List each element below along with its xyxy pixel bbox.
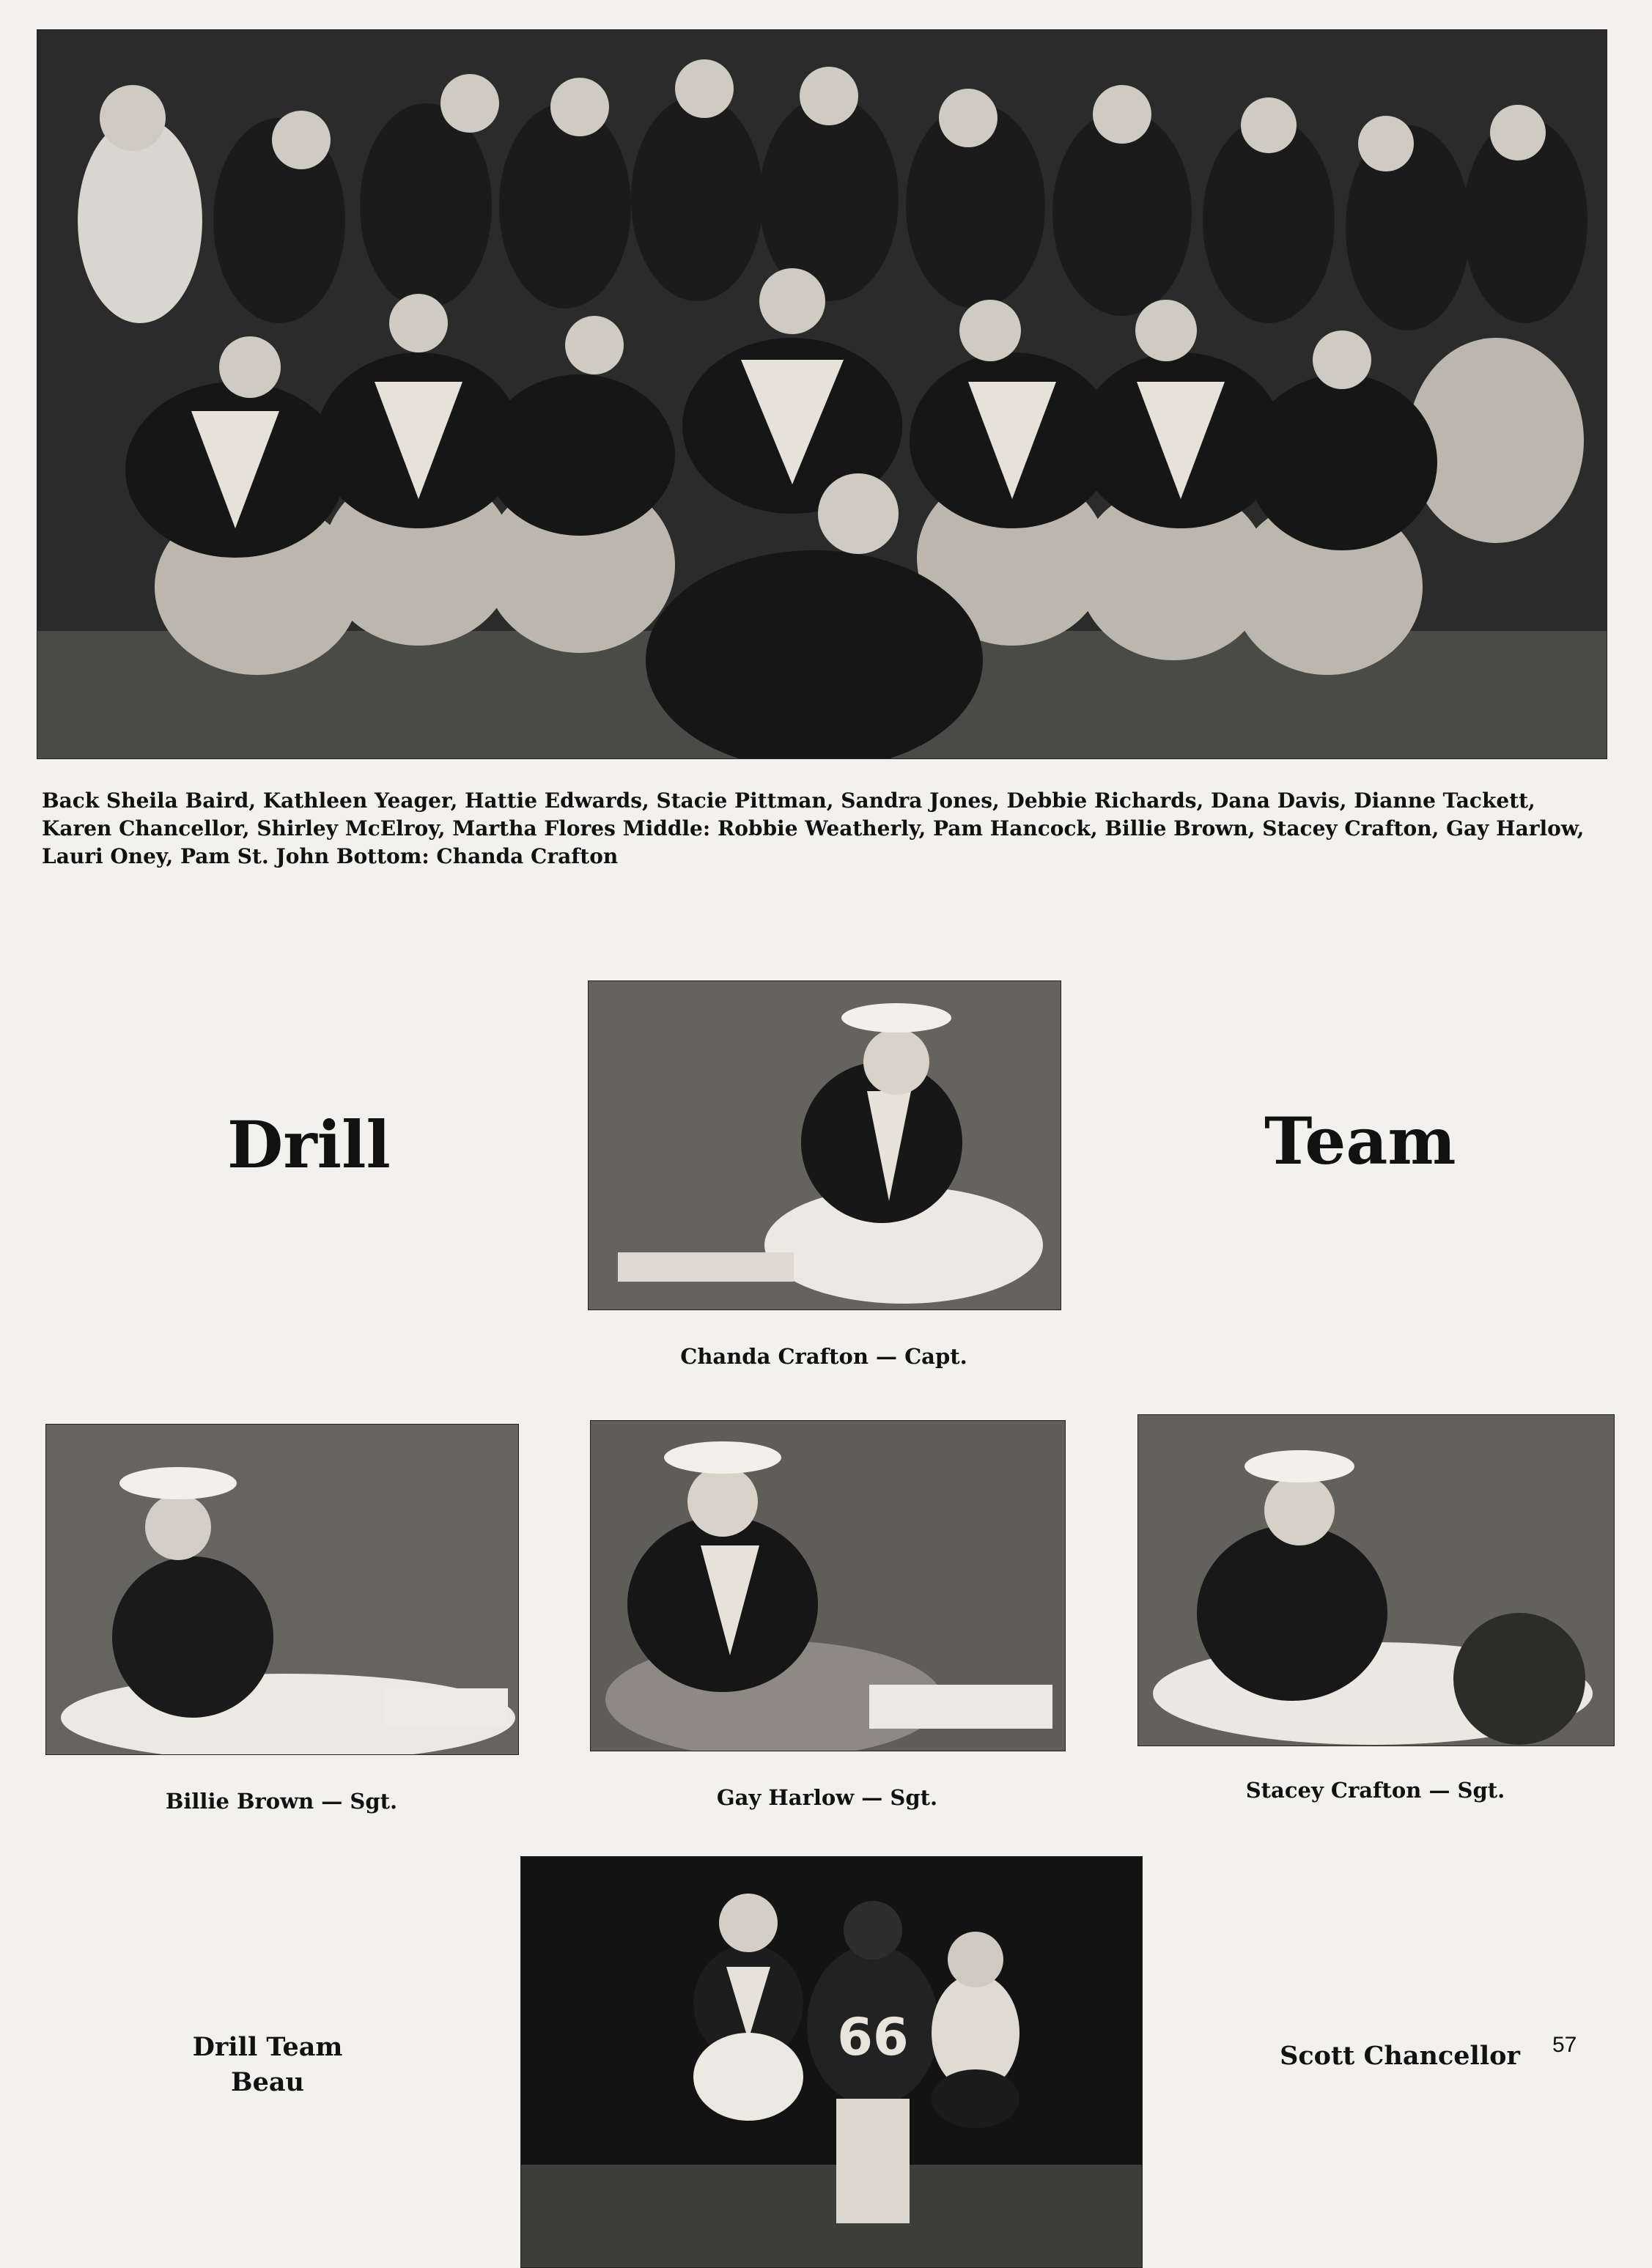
beau-label	[161, 2030, 374, 2100]
group-photo-caption: Back Sheila Baird, Kathleen Yeager, Hattie Edwards, Stacie Pittman, Sandra Jones, Debbie Richards, Dana Davis, Dianne Tackett, Karen Chancellor, Shirley McElroy, Martha Flores Middle: Robbie Weatherly, Pam Hancock, Billie Brown, Stacey Crafton, Gay Harlow, Lauri Oney, Pam St. John Bottom: Chanda Crafton	[42, 788, 1585, 868]
title-drill: Drill	[227, 1107, 391, 1183]
jersey-number: 66	[837, 2007, 909, 2067]
sergeant-photo-3	[1137, 1414, 1615, 1746]
sergeant-caption-3: Stacey Crafton — Sgt.	[1245, 1778, 1505, 1803]
beau-label-line2: Beau	[231, 2067, 304, 2097]
beau-name: Scott Chancellor	[1280, 2041, 1520, 2071]
page-number: 57	[1552, 2033, 1577, 2057]
sergeant-caption-1: Billie Brown — Sgt.	[165, 1789, 398, 1814]
beau-label-line1: Drill Team	[192, 2032, 343, 2062]
captain-photo	[588, 980, 1061, 1310]
group-photo	[37, 29, 1607, 759]
sergeant-photo-1	[45, 1424, 519, 1755]
captain-caption: Chanda Crafton — Capt.	[680, 1344, 967, 1369]
title-team: Team	[1264, 1103, 1456, 1179]
beau-photo	[520, 1856, 1143, 2268]
sergeant-caption-2: Gay Harlow — Sgt.	[716, 1785, 938, 1810]
sergeant-photo-2	[590, 1420, 1066, 1751]
